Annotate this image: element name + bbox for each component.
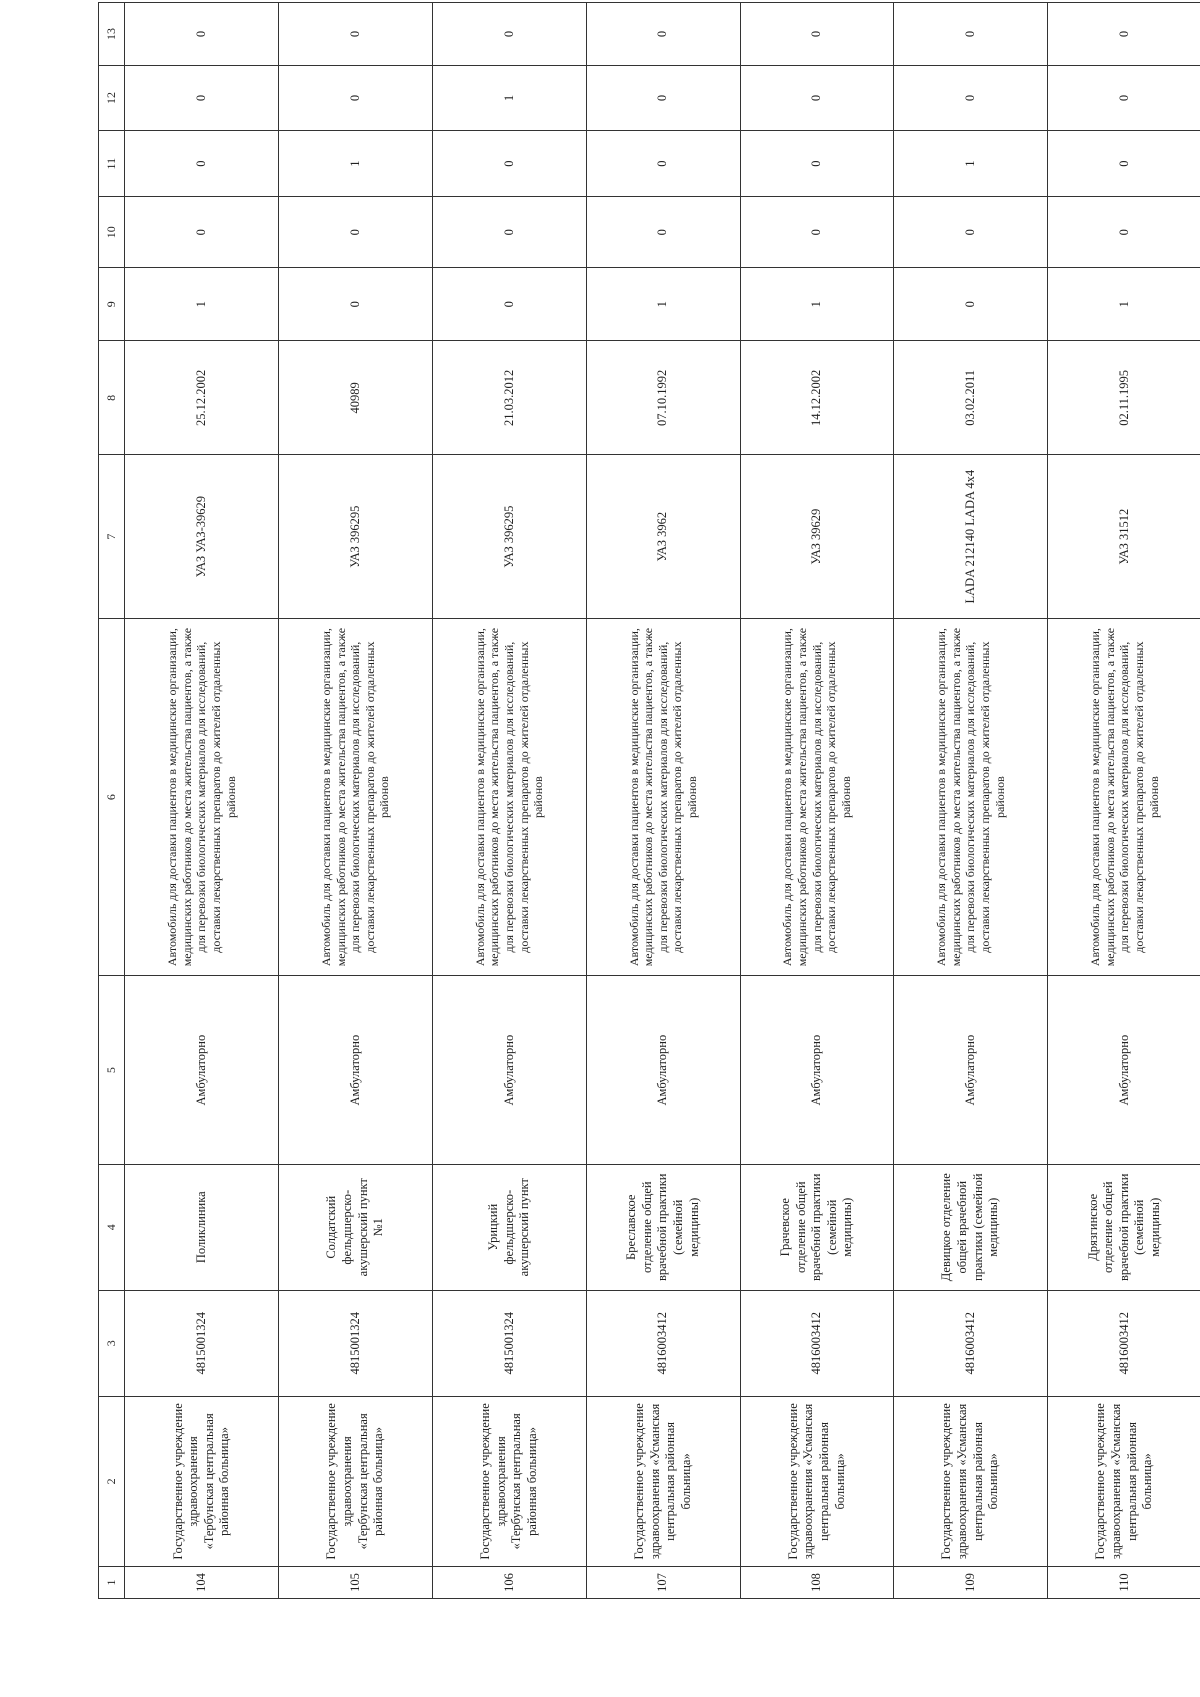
row-number: 107 <box>586 1567 740 1599</box>
organization-name: Государственное учреждение здравоохранения «Тербунская центральная районная больница» <box>125 1396 279 1566</box>
registration-date: 03.02.2011 <box>894 341 1048 455</box>
count-col-13: 0 <box>125 3 279 66</box>
rotated-page <box>98 2 1200 1599</box>
count-col-12: 0 <box>894 65 1048 130</box>
count-col-9: 1 <box>740 268 894 341</box>
unit-name: Солдатский фельдшерско-акушерский пункт №1 <box>279 1164 433 1290</box>
count-col-13: 0 <box>586 3 740 66</box>
count-col-12: 0 <box>279 65 433 130</box>
vehicle-purpose: Автомобиль для доставки пациентов в медицинские организации, медицинских работников до места жительства пациентов, а также для перевозки биологических материалов для исследований, доставки лекарственных препаратов до жителей отдаленных районов <box>1048 618 1200 976</box>
count-col-13: 0 <box>1048 3 1200 66</box>
count-col-12: 0 <box>1048 65 1200 130</box>
unit-name: Урицкий фельдшерско-акушерский пункт <box>432 1164 586 1290</box>
organization-name: Государственное учреждение здравоохранения «Тербунская центральная районная больница» <box>279 1396 433 1566</box>
count-col-12: 0 <box>125 65 279 130</box>
count-col-11: 0 <box>1048 131 1200 197</box>
inn-value: 4815001324 <box>125 1290 279 1396</box>
count-col-10: 0 <box>894 197 1048 268</box>
count-col-11: 0 <box>125 131 279 197</box>
table-row <box>1048 3 1200 1599</box>
column-number: 5 <box>99 976 125 1165</box>
care-type: Амбулаторно <box>125 976 279 1165</box>
column-number: 8 <box>99 341 125 455</box>
count-col-10: 0 <box>586 197 740 268</box>
registration-date: 07.10.1992 <box>586 341 740 455</box>
unit-name: Грачевское отделение общей врачебной практики (семейной медицины) <box>740 1164 894 1290</box>
row-number: 104 <box>125 1567 279 1599</box>
vehicle-purpose: Автомобиль для доставки пациентов в медицинские организации, медицинских работников до места жительства пациентов, а также для перевозки биологических материалов для исследований, доставки лекарственных препаратов до жителей отдаленных районов <box>740 618 894 976</box>
table-body <box>99 3 1200 1599</box>
inn-value: 4815001324 <box>279 1290 433 1396</box>
registration-date: 25.12.2002 <box>125 341 279 455</box>
count-col-11: 1 <box>894 131 1048 197</box>
table-row <box>740 3 894 1599</box>
count-col-13: 0 <box>432 3 586 66</box>
count-col-10: 0 <box>125 197 279 268</box>
count-col-12: 0 <box>586 65 740 130</box>
row-number: 105 <box>279 1567 433 1599</box>
vehicle-purpose: Автомобиль для доставки пациентов в медицинские организации, медицинских работников до места жительства пациентов, а также для перевозки биологических материалов для исследований, доставки лекарственных препаратов до жителей отдаленных районов <box>279 618 433 976</box>
column-number: 3 <box>99 1290 125 1396</box>
registration-date: 21.03.2012 <box>432 341 586 455</box>
vehicle-model: УАЗ 31512 <box>1048 455 1200 618</box>
count-col-12: 0 <box>740 65 894 130</box>
count-col-10: 0 <box>432 197 586 268</box>
organization-name: Государственное учреждение здравоохранения «Усманская центральная районная больница» <box>586 1396 740 1566</box>
care-type: Амбулаторно <box>894 976 1048 1165</box>
inn-value: 4816003412 <box>1048 1290 1200 1396</box>
vehicle-model: УАЗ УАЗ-39629 <box>125 455 279 618</box>
registration-date: 40989 <box>279 341 433 455</box>
count-col-10: 0 <box>740 197 894 268</box>
row-number: 110 <box>1048 1567 1200 1599</box>
vehicle-model: УАЗ 3962 <box>586 455 740 618</box>
vehicle-purpose: Автомобиль для доставки пациентов в медицинские организации, медицинских работников до места жительства пациентов, а также для перевозки биологических материалов для исследований, доставки лекарственных препаратов до жителей отдаленных районов <box>586 618 740 976</box>
column-number: 10 <box>99 197 125 268</box>
table-row <box>894 3 1048 1599</box>
unit-name: Дрязгинское отделение общей врачебной практики (семейной медицины) <box>1048 1164 1200 1290</box>
column-number: 7 <box>99 455 125 618</box>
count-col-9: 0 <box>432 268 586 341</box>
unit-name: Бреславское отделение общей врачебной практики (семейной медицины) <box>586 1164 740 1290</box>
care-type: Амбулаторно <box>1048 976 1200 1165</box>
inn-value: 4816003412 <box>586 1290 740 1396</box>
column-number: 6 <box>99 618 125 976</box>
row-number: 106 <box>432 1567 586 1599</box>
organization-name: Государственное учреждение здравоохранения «Усманская центральная районная больница» <box>740 1396 894 1566</box>
count-col-9: 1 <box>125 268 279 341</box>
inn-value: 4816003412 <box>894 1290 1048 1396</box>
count-col-9: 0 <box>894 268 1048 341</box>
column-number: 2 <box>99 1396 125 1566</box>
column-number: 11 <box>99 131 125 197</box>
table-row <box>279 3 433 1599</box>
organization-name: Государственное учреждение здравоохранения «Усманская центральная районная больница» <box>894 1396 1048 1566</box>
column-number: 13 <box>99 3 125 66</box>
row-number: 108 <box>740 1567 894 1599</box>
vehicle-purpose: Автомобиль для доставки пациентов в медицинские организации, медицинских работников до места жительства пациентов, а также для перевозки биологических материалов для исследований, доставки лекарственных препаратов до жителей отдаленных районов <box>432 618 586 976</box>
count-col-13: 0 <box>740 3 894 66</box>
vehicle-model: УАЗ 39629 <box>740 455 894 618</box>
count-col-13: 0 <box>279 3 433 66</box>
vehicle-table <box>98 2 1200 1599</box>
count-col-12: 1 <box>432 65 586 130</box>
vehicle-purpose: Автомобиль для доставки пациентов в медицинские организации, медицинских работников до места жительства пациентов, а также для перевозки биологических материалов для исследований, доставки лекарственных препаратов до жителей отдаленных районов <box>894 618 1048 976</box>
table-row <box>125 3 279 1599</box>
inn-value: 4815001324 <box>432 1290 586 1396</box>
count-col-10: 0 <box>1048 197 1200 268</box>
unit-name: Поликлиника <box>125 1164 279 1290</box>
count-col-10: 0 <box>279 197 433 268</box>
registration-date: 02.11.1995 <box>1048 341 1200 455</box>
organization-name: Государственное учреждение здравоохранения «Усманская центральная районная больница» <box>1048 1396 1200 1566</box>
count-col-11: 0 <box>740 131 894 197</box>
column-number: 1 <box>99 1567 125 1599</box>
table-row <box>586 3 740 1599</box>
vehicle-model: УАЗ 396295 <box>279 455 433 618</box>
column-number: 4 <box>99 1164 125 1290</box>
care-type: Амбулаторно <box>586 976 740 1165</box>
row-number: 109 <box>894 1567 1048 1599</box>
column-number: 9 <box>99 268 125 341</box>
vehicle-model: УАЗ 396295 <box>432 455 586 618</box>
count-col-9: 0 <box>279 268 433 341</box>
care-type: Амбулаторно <box>279 976 433 1165</box>
count-col-11: 0 <box>586 131 740 197</box>
inn-value: 4816003412 <box>740 1290 894 1396</box>
vehicle-model: LADA 212140 LADA 4x4 <box>894 455 1048 618</box>
count-col-13: 0 <box>894 3 1048 66</box>
count-col-9: 1 <box>586 268 740 341</box>
count-col-11: 0 <box>432 131 586 197</box>
column-number: 12 <box>99 65 125 130</box>
care-type: Амбулаторно <box>740 976 894 1165</box>
vehicle-purpose: Автомобиль для доставки пациентов в медицинские организации, медицинских работников до места жительства пациентов, а также для перевозки биологических материалов для исследований, доставки лекарственных препаратов до жителей отдаленных районов <box>125 618 279 976</box>
registration-date: 14.12.2002 <box>740 341 894 455</box>
table-row <box>432 3 586 1599</box>
count-col-11: 1 <box>279 131 433 197</box>
organization-name: Государственное учреждение здравоохранения «Тербунская центральная районная больница» <box>432 1396 586 1566</box>
count-col-9: 1 <box>1048 268 1200 341</box>
column-number-row <box>99 3 125 1599</box>
unit-name: Девицкое отделение общей врачебной практики (семейной медицины) <box>894 1164 1048 1290</box>
care-type: Амбулаторно <box>432 976 586 1165</box>
